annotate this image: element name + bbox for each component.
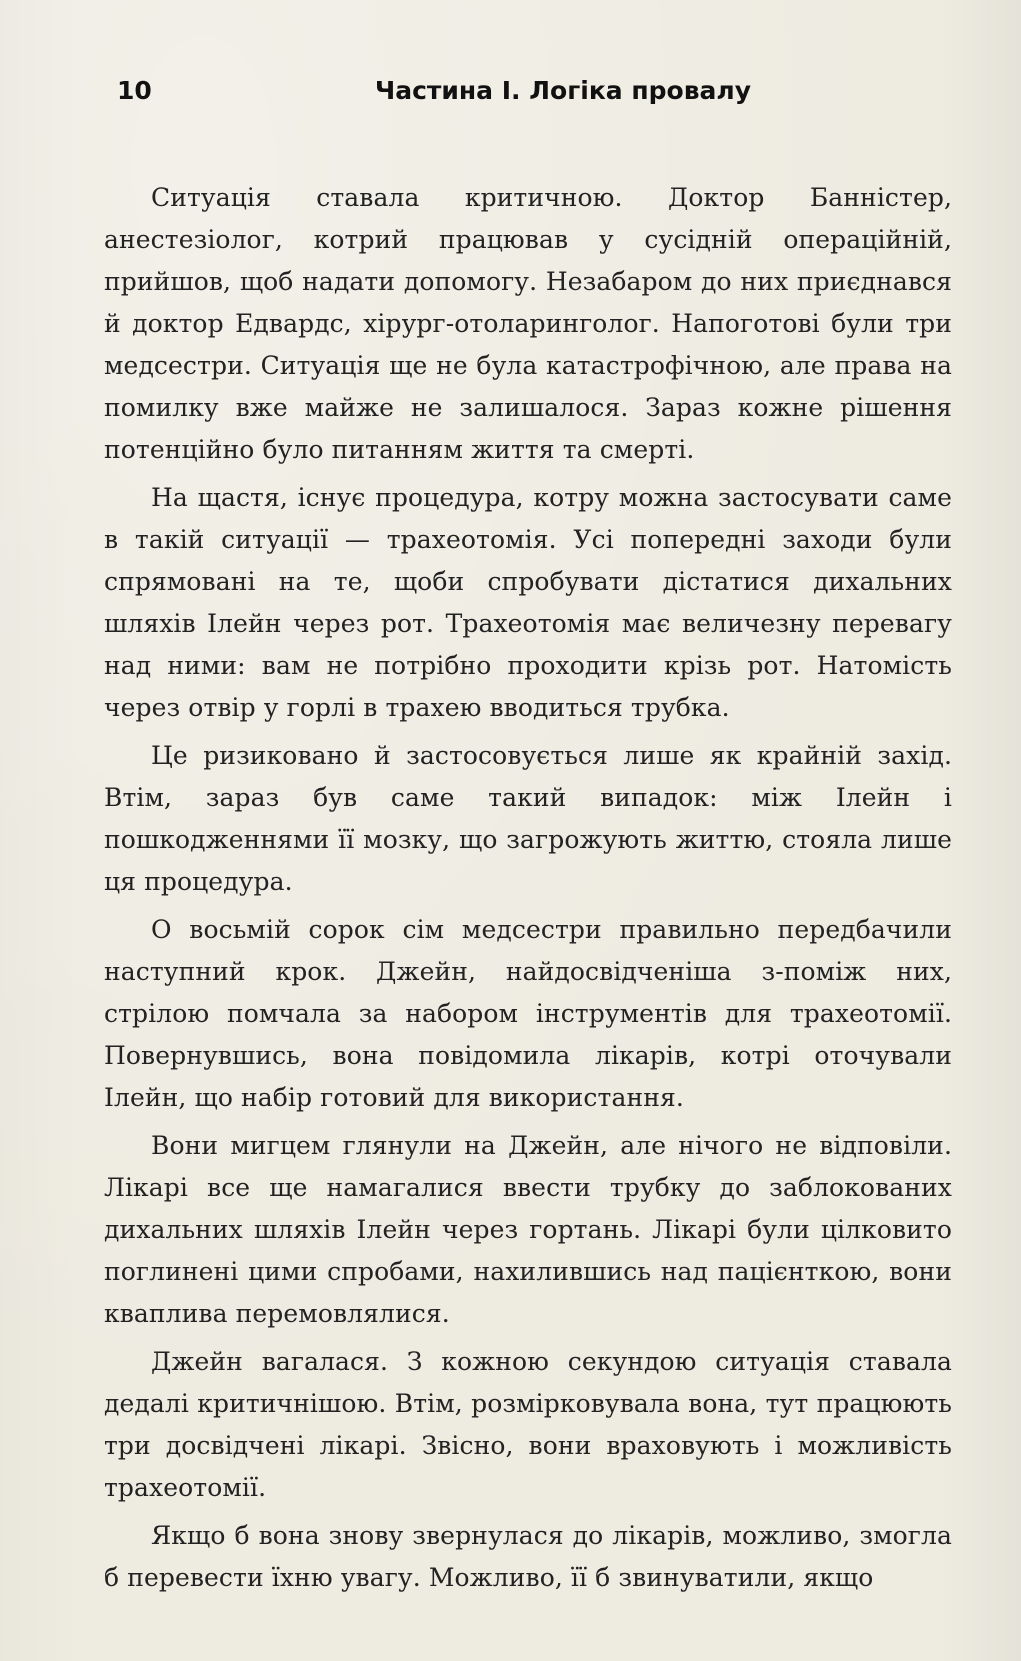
paragraph: Ситуація ставала критичною. Доктор Банністер, анестезіолог, котрий працював у сусідній операційній, прийшов, щоб надати допомогу. Незабаром до них приєднався й доктор Едвардс, хірург-отоларинголог. Напоготові були три медсестри. Ситуація ще не була катастрофічною, але права на помилку вже майже не залишалося. Зараз кожне рішення потенційно було питанням життя та смерті. xyxy=(104,183,952,464)
page-header xyxy=(117,76,904,116)
running-head: Частина І. Логіка провалу xyxy=(375,76,752,105)
paragraph: Вони мигцем глянули на Джейн, але нічого не відповіли. Лікарі все ще намагалися ввести трубку до заблокованих дихальних шляхів Ілейн через гортань. Лікарі були цілковито поглинені цими спробами, нахилившись над пацієнткою, вони кваплива перемовлялися. xyxy=(104,1131,952,1328)
paragraph: Джейн вагалася. З кожною секундою ситуація ставала дедалі критичнішою. Втім, розмірковувала вона, тут працюють три досвідчені лікарі. Звісно, вони враховують і можливість трахеотомії. xyxy=(104,1347,952,1502)
body-text xyxy=(104,177,952,1599)
paragraph: О восьмій сорок сім медсестри правильно передбачили наступний крок. Джейн, найдосвідченіша з-поміж них, стрілою помчала за набором інструментів для трахеотомії. Повернувшись, вона повідомила лікарів, котрі оточували Ілейн, що набір готовий для використання. xyxy=(104,915,952,1112)
paragraph: Це ризиковано й застосовується лише як крайній захід. Втім, зараз був саме такий випадок: між Ілейн і пошкодженнями її мозку, що загрожують життю, стояла лише ця процедура. xyxy=(104,741,952,896)
paragraph: На щастя, існує процедура, котру можна застосувати саме в такій ситуації — трахеотомія. Усі попередні заходи були спрямовані на те, щоби спробувати дістатися дихальних шляхів Ілейн через рот. Трахеотомія має величезну перевагу над ними: вам не потрібно проходити крізь рот. Натомість через отвір у горлі в трахею вводиться трубка. xyxy=(104,483,952,722)
page-number: 10 xyxy=(117,76,152,105)
paragraph: Якщо б вона знову звернулася до лікарів, можливо, змогла б перевести їхню увагу. Можливо, її б звинуватили, якщо xyxy=(104,1521,952,1592)
